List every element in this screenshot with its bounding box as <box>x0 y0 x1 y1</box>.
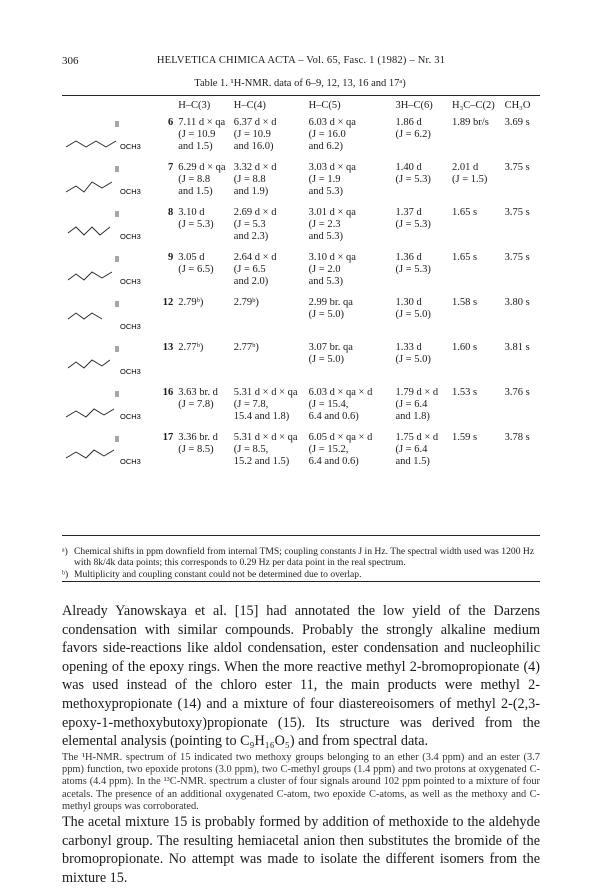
cell-line: 3.78 s <box>504 432 530 443</box>
structure-label: OCH3 <box>120 322 141 331</box>
cell-h3c-c2 <box>452 115 505 160</box>
cell-line: 3.10 d × qa <box>308 252 356 263</box>
cell-line: (J = 7.8) <box>178 398 214 410</box>
cell-line: (J = 8.5) <box>178 443 214 455</box>
cell-3h-c6 <box>395 250 452 295</box>
header-3h-c6: 3H–C(6) <box>395 100 433 112</box>
cell-h3 <box>178 295 234 340</box>
cell-line: 6.05 d × qa × d <box>308 432 373 443</box>
cell-line: 15.4 and 1.8) <box>233 410 290 422</box>
cell-line: 2.69 d × d <box>233 207 277 218</box>
cell-line: 1.65 s <box>452 252 478 263</box>
header-compound <box>151 97 178 115</box>
cell-line: 2.79ᵇ) <box>233 297 259 308</box>
cell-line: 5.31 d × d × qa <box>233 432 298 443</box>
cell-line: 7.11 d × qa <box>178 117 226 128</box>
structure-drawing <box>62 385 151 430</box>
cell-ch3o <box>505 205 540 250</box>
cell-line: 3.05 d <box>178 252 205 263</box>
cell-line: 2.64 d × d <box>233 252 277 263</box>
cell-h3 <box>178 340 234 385</box>
cell-line: 5.31 d × d × qa <box>233 387 298 398</box>
table-top-rule <box>62 95 540 96</box>
table-row <box>62 430 540 475</box>
cell-3h-c6 <box>395 115 452 160</box>
cell-line: (J = 2.0 <box>308 263 341 275</box>
cell-line: 1.79 d × d <box>395 387 439 398</box>
molecule-skeleton-icon <box>62 432 142 472</box>
molecule-skeleton-icon <box>62 342 142 382</box>
cell-h4 <box>234 340 309 385</box>
table-row <box>62 115 540 160</box>
cell-line: 3.63 br. d <box>178 387 218 398</box>
cell-ch3o <box>505 115 540 160</box>
cell-ch3o <box>505 160 540 205</box>
cell-h3c-c2 <box>452 295 505 340</box>
cell-h3 <box>178 115 234 160</box>
compound-number: 9 <box>167 252 174 263</box>
molecule-skeleton-icon <box>62 162 142 202</box>
cell-line: 3.80 s <box>504 297 530 308</box>
cell-line: 3.03 d × qa <box>308 162 356 173</box>
structure-drawing <box>62 160 151 205</box>
cell-line: (J = 1.5) <box>452 173 488 185</box>
table-header-row <box>62 97 540 115</box>
cell-h5 <box>309 205 396 250</box>
cell-line: 3.75 s <box>504 252 530 263</box>
footnote-bottom-rule <box>62 581 540 582</box>
structure-label: OCH3 <box>120 412 141 421</box>
cell-line: (J = 10.9 <box>233 128 271 140</box>
cell-line: 1.30 d <box>395 297 422 308</box>
cell-line: 1.59 s <box>452 432 478 443</box>
cell-h4 <box>234 250 309 295</box>
experimental-note: The ¹H-NMR. spectrum of 15 indicated two methoxy groups belonging to an ether (3.4 ppm) and an ester (3.7 ppm) function, two epoxide protons (3.0 ppm), two C-methyl groups (1.4 ppm) and two protons at oxygenated C-atoms (4.4 ppm). In the ¹³C-NMR. spectrum a cluster of four signals around 102 ppm pointed to a mixture of four acetals. The presence of an additional oxygenated C-atom, two epoxide C-atoms, as well as the methoxy and C-methyl groups was corroborated. <box>62 752 540 812</box>
structure-drawing <box>62 430 151 475</box>
cell-line: 1.58 s <box>452 297 478 308</box>
cell-line: and 5.3) <box>308 275 343 287</box>
cell-h4 <box>234 205 309 250</box>
nmr-data-table <box>62 97 540 475</box>
structure-drawing <box>62 115 151 160</box>
cell-3h-c6 <box>395 160 452 205</box>
cell-line: and 2.0) <box>233 275 269 287</box>
structure-label: OCH3 <box>120 367 141 376</box>
table-row <box>62 295 540 340</box>
cell-h5 <box>309 295 396 340</box>
cell-line: 1.89 br/s <box>452 117 489 128</box>
body-paragraph-1: Already Yanowskaya et al. [15] had annotated the low yield of the Darzens condensation with similar compounds. Probably the strongly alkaline medium favors side-reactions like aldol condensation, ester condensation and nucleophilic opening of the epoxy rings. When the more reactive methyl 2-bromopropionate (4) was used instead of the chloro ester 11, the main products were methyl 2-methoxypropionate (14) and a mixture of four diastereoisomers of methyl 2-(2,3-epoxy-1-methoxybutoxy)propionate (15). Its structure was derived from the elemental analysis (pointing to C₉H₁₆O₅) and from spectral data. <box>62 603 540 750</box>
cell-line: (J = 15.2, <box>308 443 349 455</box>
compound-number: 7 <box>167 162 174 173</box>
table-caption: Table 1. ¹H-NMR. data of 6–9, 12, 13, 16 and 17ᵃ) <box>194 78 406 89</box>
cell-line: 6.29 d × qa <box>178 162 226 173</box>
cell-line: (J = 15.4, <box>308 398 349 410</box>
cell-line: 2.99 br. qa <box>308 297 353 308</box>
cell-line: 1.36 d <box>395 252 422 263</box>
header-h4: H–C(4) <box>233 100 266 112</box>
molecule-skeleton-icon <box>62 297 142 337</box>
compound-number: 6 <box>167 117 174 128</box>
cell-h3c-c2 <box>452 160 505 205</box>
cell-line: 3.75 s <box>504 207 530 218</box>
cell-line: 2.01 d <box>452 162 479 173</box>
molecule-skeleton-icon <box>62 387 142 427</box>
cell-line: (J = 6.5) <box>178 263 214 275</box>
cell-line: (J = 5.3) <box>395 263 431 275</box>
cell-line: 6.03 d × qa <box>308 117 356 128</box>
cell-h3c-c2 <box>452 250 505 295</box>
page-number: 306 <box>62 55 79 67</box>
cell-line: (J = 5.3 <box>233 218 266 230</box>
table-bottom-rule <box>62 535 540 536</box>
cell-line: 1.37 d <box>395 207 422 218</box>
cell-h3c-c2 <box>452 340 505 385</box>
cell-line: (J = 5.0) <box>395 308 431 320</box>
cell-line: and 1.8) <box>395 410 430 422</box>
cell-3h-c6 <box>395 385 452 430</box>
cell-line: 3.07 br. qa <box>308 342 353 353</box>
cell-line: 1.86 d <box>395 117 422 128</box>
cell-line: and 5.3) <box>308 230 343 242</box>
cell-line: 3.81 s <box>504 342 530 353</box>
cell-h4 <box>234 430 309 475</box>
cell-line: 3.75 s <box>504 162 530 173</box>
cell-line: (J = 6.4 <box>395 443 428 455</box>
cell-h3c-c2 <box>452 385 505 430</box>
header-ch3o: CH₃O <box>504 100 531 112</box>
running-head: HELVETICA CHIMICA ACTA – Vol. 65, Fasc. 1 (1982) – Nr. 31 <box>156 55 446 66</box>
cell-line: (J = 5.3) <box>395 173 431 185</box>
body-paragraph-2: The acetal mixture 15 is probably formed by addition of methoxide to the aldehyde carbonyl group. The resulting hemiacetal anion then substitutes the bromide of the bromopropionate. No attempt was made to isolate the different isomers from the mixture 15. <box>62 814 540 886</box>
cell-ch3o <box>505 340 540 385</box>
cell-line: 3.01 d × qa <box>308 207 356 218</box>
cell-h5 <box>309 385 396 430</box>
structure-drawing <box>62 295 151 340</box>
cell-line: (J = 1.9 <box>308 173 341 185</box>
cell-3h-c6 <box>395 340 452 385</box>
cell-line: 3.10 d <box>178 207 205 218</box>
table-row <box>62 250 540 295</box>
cell-line: and 16.0) <box>233 140 274 152</box>
table-footnotes <box>62 546 540 580</box>
cell-line: 1.60 s <box>452 342 478 353</box>
structure-label: OCH3 <box>120 277 141 286</box>
compound-number: 8 <box>167 207 174 218</box>
molecule-skeleton-icon <box>62 252 142 292</box>
cell-line: (J = 2.3 <box>308 218 341 230</box>
cell-line: 1.33 d <box>395 342 422 353</box>
cell-line: 3.32 d × d <box>233 162 277 173</box>
cell-line: and 1.5) <box>395 455 430 467</box>
compound-number: 13 <box>162 342 174 353</box>
cell-h3 <box>178 430 234 475</box>
table-row <box>62 160 540 205</box>
cell-line: and 1.9) <box>233 185 269 197</box>
molecule-skeleton-icon <box>62 117 142 157</box>
cell-ch3o <box>505 250 540 295</box>
footnote-a <box>62 546 540 569</box>
compound-number: 16 <box>162 387 174 398</box>
cell-line: 3.36 br. d <box>178 432 218 443</box>
header-h3c-c2: H₃C–C(2) <box>452 100 495 112</box>
cell-line: 6.37 d × d <box>233 117 277 128</box>
cell-line: (J = 5.0) <box>308 353 344 365</box>
cell-line: (J = 8.5, <box>233 443 269 455</box>
structure-drawing <box>62 340 151 385</box>
cell-line: 2.77ᵇ) <box>233 342 259 353</box>
structure-drawing <box>62 250 151 295</box>
cell-h5 <box>309 250 396 295</box>
cell-line: 15.2 and 1.5) <box>233 455 290 467</box>
cell-line: (J = 16.0 <box>308 128 346 140</box>
cell-line: and 6.2) <box>308 140 343 152</box>
cell-h3c-c2 <box>452 430 505 475</box>
structure-label: OCH3 <box>120 142 141 151</box>
cell-line: 3.76 s <box>504 387 530 398</box>
table-row <box>62 340 540 385</box>
cell-ch3o <box>505 385 540 430</box>
structure-label: OCH3 <box>120 187 141 196</box>
footnote-mark: ᵃ) <box>62 546 68 557</box>
cell-h3 <box>178 250 234 295</box>
cell-h3 <box>178 160 234 205</box>
cell-line: (J = 5.0) <box>308 308 344 320</box>
structure-label: OCH3 <box>120 232 141 241</box>
cell-line: (J = 7.8, <box>233 398 269 410</box>
cell-h5 <box>309 160 396 205</box>
compound-number: 17 <box>162 432 174 443</box>
footnote-text: Chemical shifts in ppm downfield from internal TMS; coupling constants J in Hz. The spectral width used was 1200 Hz with 8k/4k data points; this corresponds to 0.29 Hz per data point in the real spectrum. <box>74 546 535 569</box>
cell-line: 2.79ᵇ) <box>178 297 204 308</box>
table-body <box>62 115 540 475</box>
cell-line: (J = 6.5 <box>233 263 266 275</box>
cell-line: (J = 5.3) <box>395 218 431 230</box>
footnote-text: Multiplicity and coupling constant could not be determined due to overlap. <box>74 568 362 580</box>
cell-line: 2.77ᵇ) <box>178 342 204 353</box>
structure-drawing <box>62 205 151 250</box>
cell-line: 1.53 s <box>452 387 478 398</box>
cell-line: 3.69 s <box>504 117 530 128</box>
cell-line: 1.65 s <box>452 207 478 218</box>
cell-h3 <box>178 385 234 430</box>
cell-h5 <box>309 115 396 160</box>
cell-ch3o <box>505 430 540 475</box>
cell-line: and 1.5) <box>178 185 213 197</box>
cell-line: and 2.3) <box>233 230 269 242</box>
cell-line: (J = 10.9 <box>178 128 216 140</box>
cell-h3c-c2 <box>452 205 505 250</box>
footnote-b <box>62 569 540 580</box>
header-structure <box>62 97 151 115</box>
cell-line: 6.03 d × qa × d <box>308 387 373 398</box>
cell-line: 6.4 and 0.6) <box>308 410 359 422</box>
cell-line: 6.4 and 0.6) <box>308 455 359 467</box>
cell-line: (J = 6.4 <box>395 398 428 410</box>
cell-h3 <box>178 205 234 250</box>
compound-number: 12 <box>162 297 174 308</box>
molecule-skeleton-icon <box>62 207 142 247</box>
header-h3: H–C(3) <box>178 100 211 112</box>
cell-3h-c6 <box>395 430 452 475</box>
cell-ch3o <box>505 295 540 340</box>
table-row <box>62 205 540 250</box>
header-h5: H–C(5) <box>308 100 341 112</box>
cell-line: (J = 8.8 <box>233 173 266 185</box>
cell-h4 <box>234 295 309 340</box>
cell-3h-c6 <box>395 205 452 250</box>
cell-line: (J = 8.8 <box>178 173 211 185</box>
cell-h4 <box>234 115 309 160</box>
cell-line: 1.40 d <box>395 162 422 173</box>
cell-3h-c6 <box>395 295 452 340</box>
cell-line: (J = 6.2) <box>395 128 431 140</box>
cell-h4 <box>234 160 309 205</box>
cell-line: and 5.3) <box>308 185 343 197</box>
cell-h4 <box>234 385 309 430</box>
structure-label: OCH3 <box>120 457 141 466</box>
cell-h5 <box>309 340 396 385</box>
cell-line: (J = 5.3) <box>178 218 214 230</box>
footnote-mark: ᵇ) <box>62 568 69 580</box>
cell-line: and 1.5) <box>178 140 213 152</box>
cell-line: 1.75 d × d <box>395 432 439 443</box>
table-row <box>62 385 540 430</box>
cell-h5 <box>309 430 396 475</box>
cell-line: (J = 5.0) <box>395 353 431 365</box>
